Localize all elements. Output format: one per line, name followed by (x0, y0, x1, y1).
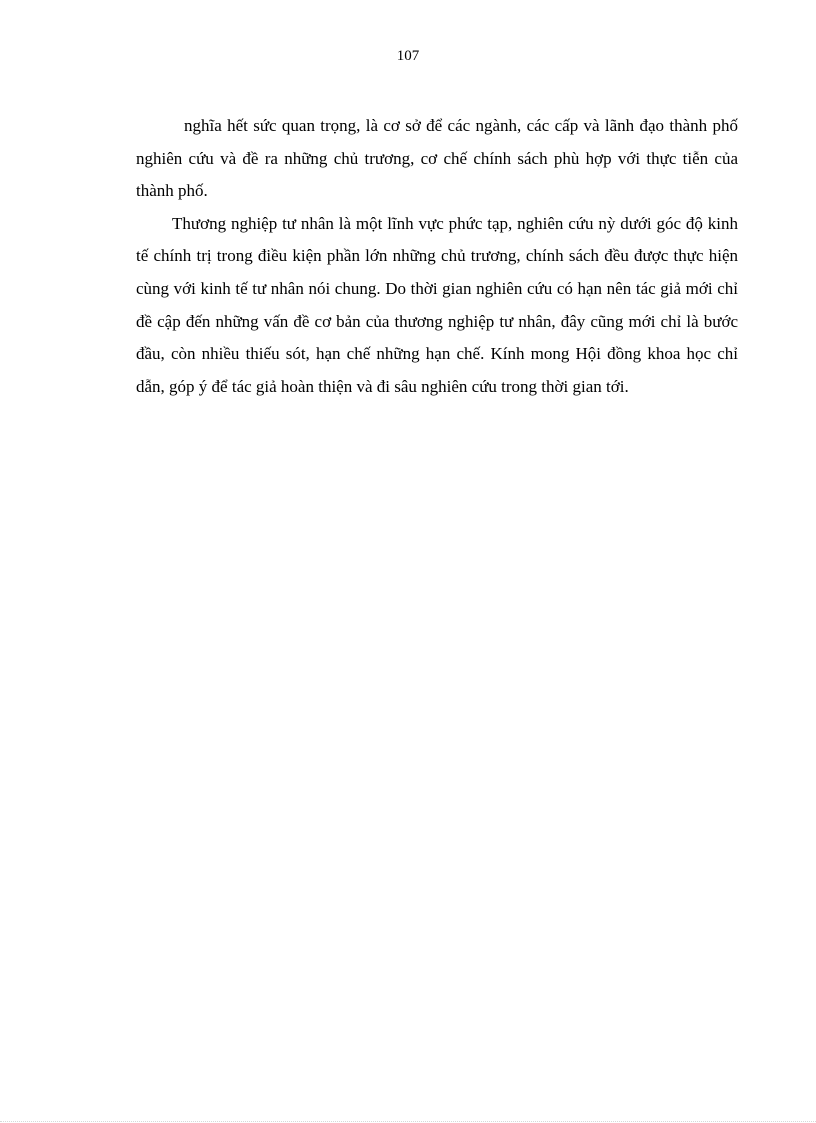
body-text (136, 110, 738, 403)
paragraph-conclusion: Thương nghiệp tư nhân là một lĩnh vực phức tạp, nghiên cứu nỳ dưới góc độ kinh tế chính trị trong điều kiện phần lớn những chủ trương, chính sách đều được thực hiện cùng với kinh tế tư nhân nói chung. Do thời gian nghiên cứu có hạn nên tác giả mới chỉ đề cập đến những vấn đề cơ bản của thương nghiệp tư nhân, đây cũng mới chỉ là bước đầu, còn nhiều thiếu sót, hạn chế những hạn chế. Kính mong Hội đồng khoa học chỉ dẫn, góp ý để tác giả hoàn thiện và đi sâu nghiên cứu trong thời gian tới. (136, 213, 738, 396)
page-bottom-edge (0, 1121, 816, 1122)
paragraph-continued: nghĩa hết sức quan trọng, là cơ sở để các ngành, các cấp và lãnh đạo thành phố nghiên cứu và đề ra những chủ trương, cơ chế chính sách phù hợp với thực tiễn của thành phố. (136, 116, 738, 201)
page-number: 107 (396, 48, 420, 64)
